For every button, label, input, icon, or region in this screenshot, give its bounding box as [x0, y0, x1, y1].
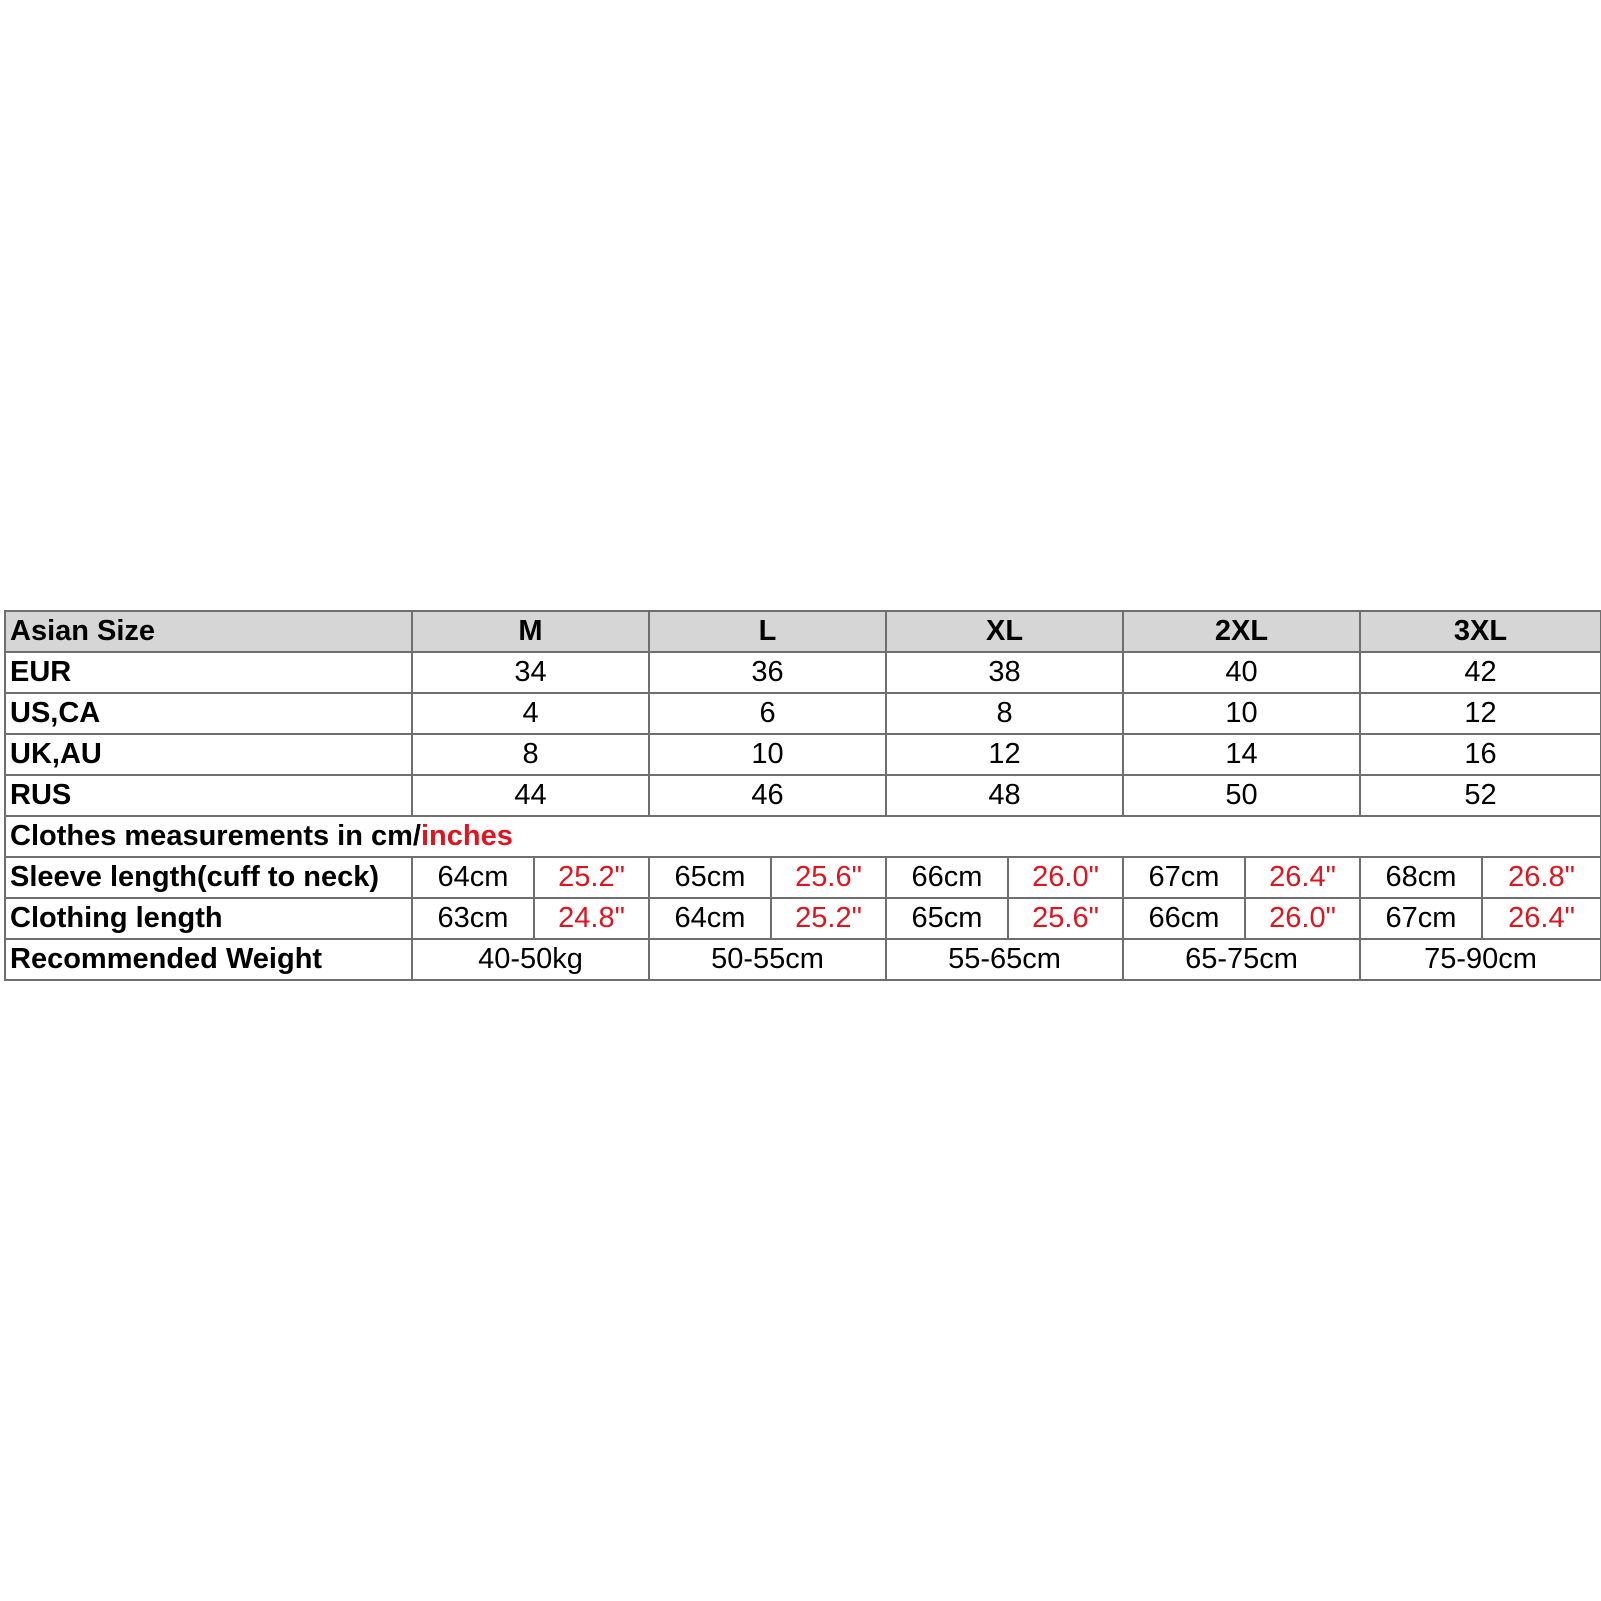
table-row-clothing-length [5, 898, 1601, 939]
cm-cell: 66cm [886, 857, 1008, 898]
table-cell: 65-75cm [1123, 939, 1360, 980]
inch-cell: 26.0" [1008, 857, 1123, 898]
table-row-us-ca [5, 693, 1601, 734]
inch-cell: 25.2" [771, 898, 886, 939]
cm-cell: 65cm [649, 857, 771, 898]
table-cell: 52 [1360, 775, 1601, 816]
inch-cell: 26.0" [1245, 898, 1360, 939]
inch-cell: 26.4" [1482, 898, 1601, 939]
row-label: Clothing length [5, 898, 412, 939]
inch-cell: 24.8" [534, 898, 649, 939]
cm-cell: 67cm [1360, 898, 1482, 939]
table-cell: 8 [412, 734, 649, 775]
section-title [5, 816, 1601, 857]
table-row-rus [5, 775, 1601, 816]
row-label: RUS [5, 775, 412, 816]
table-cell: 12 [1360, 693, 1601, 734]
cm-cell: 67cm [1123, 857, 1245, 898]
size-header-xl: XL [886, 611, 1123, 652]
row-label: Sleeve length(cuff to neck) [5, 857, 412, 898]
table-row-uk-au [5, 734, 1601, 775]
size-chart-table [4, 610, 1601, 981]
table-cell: 10 [649, 734, 886, 775]
size-header-3xl: 3XL [1360, 611, 1601, 652]
section-title-prefix: Clothes measurements in cm/ [10, 820, 421, 852]
table-cell: 16 [1360, 734, 1601, 775]
cm-cell: 68cm [1360, 857, 1482, 898]
inch-cell: 25.6" [771, 857, 886, 898]
cm-cell: 63cm [412, 898, 534, 939]
table-row-sleeve-length [5, 857, 1601, 898]
table-cell: 6 [649, 693, 886, 734]
table-cell: 40 [1123, 652, 1360, 693]
row-label: UK,AU [5, 734, 412, 775]
section-title-row [5, 816, 1601, 857]
table-cell: 36 [649, 652, 886, 693]
inch-cell: 26.8" [1482, 857, 1601, 898]
size-header-m: M [412, 611, 649, 652]
table-cell: 55-65cm [886, 939, 1123, 980]
table-cell: 34 [412, 652, 649, 693]
row-label: US,CA [5, 693, 412, 734]
table-cell: 12 [886, 734, 1123, 775]
size-header-2xl: 2XL [1123, 611, 1360, 652]
inch-cell: 25.2" [534, 857, 649, 898]
header-row [5, 611, 1601, 652]
size-header-l: L [649, 611, 886, 652]
table-cell: 4 [412, 693, 649, 734]
cm-cell: 65cm [886, 898, 1008, 939]
table-cell: 40-50kg [412, 939, 649, 980]
table-row-eur [5, 652, 1601, 693]
corner-label: Asian Size [5, 611, 412, 652]
inch-cell: 26.4" [1245, 857, 1360, 898]
table-cell: 75-90cm [1360, 939, 1601, 980]
inch-cell: 25.6" [1008, 898, 1123, 939]
cm-cell: 66cm [1123, 898, 1245, 939]
table-cell: 42 [1360, 652, 1601, 693]
table-cell: 50 [1123, 775, 1360, 816]
table-cell: 10 [1123, 693, 1360, 734]
table-cell: 38 [886, 652, 1123, 693]
table-cell: 46 [649, 775, 886, 816]
table-cell: 48 [886, 775, 1123, 816]
table-cell: 14 [1123, 734, 1360, 775]
section-title-highlight: inches [420, 820, 513, 852]
table-cell: 50-55cm [649, 939, 886, 980]
cm-cell: 64cm [649, 898, 771, 939]
table-cell: 8 [886, 693, 1123, 734]
table-row-recommended-weight [5, 939, 1601, 980]
cm-cell: 64cm [412, 857, 534, 898]
row-label: Recommended Weight [5, 939, 412, 980]
table-cell: 44 [412, 775, 649, 816]
row-label: EUR [5, 652, 412, 693]
